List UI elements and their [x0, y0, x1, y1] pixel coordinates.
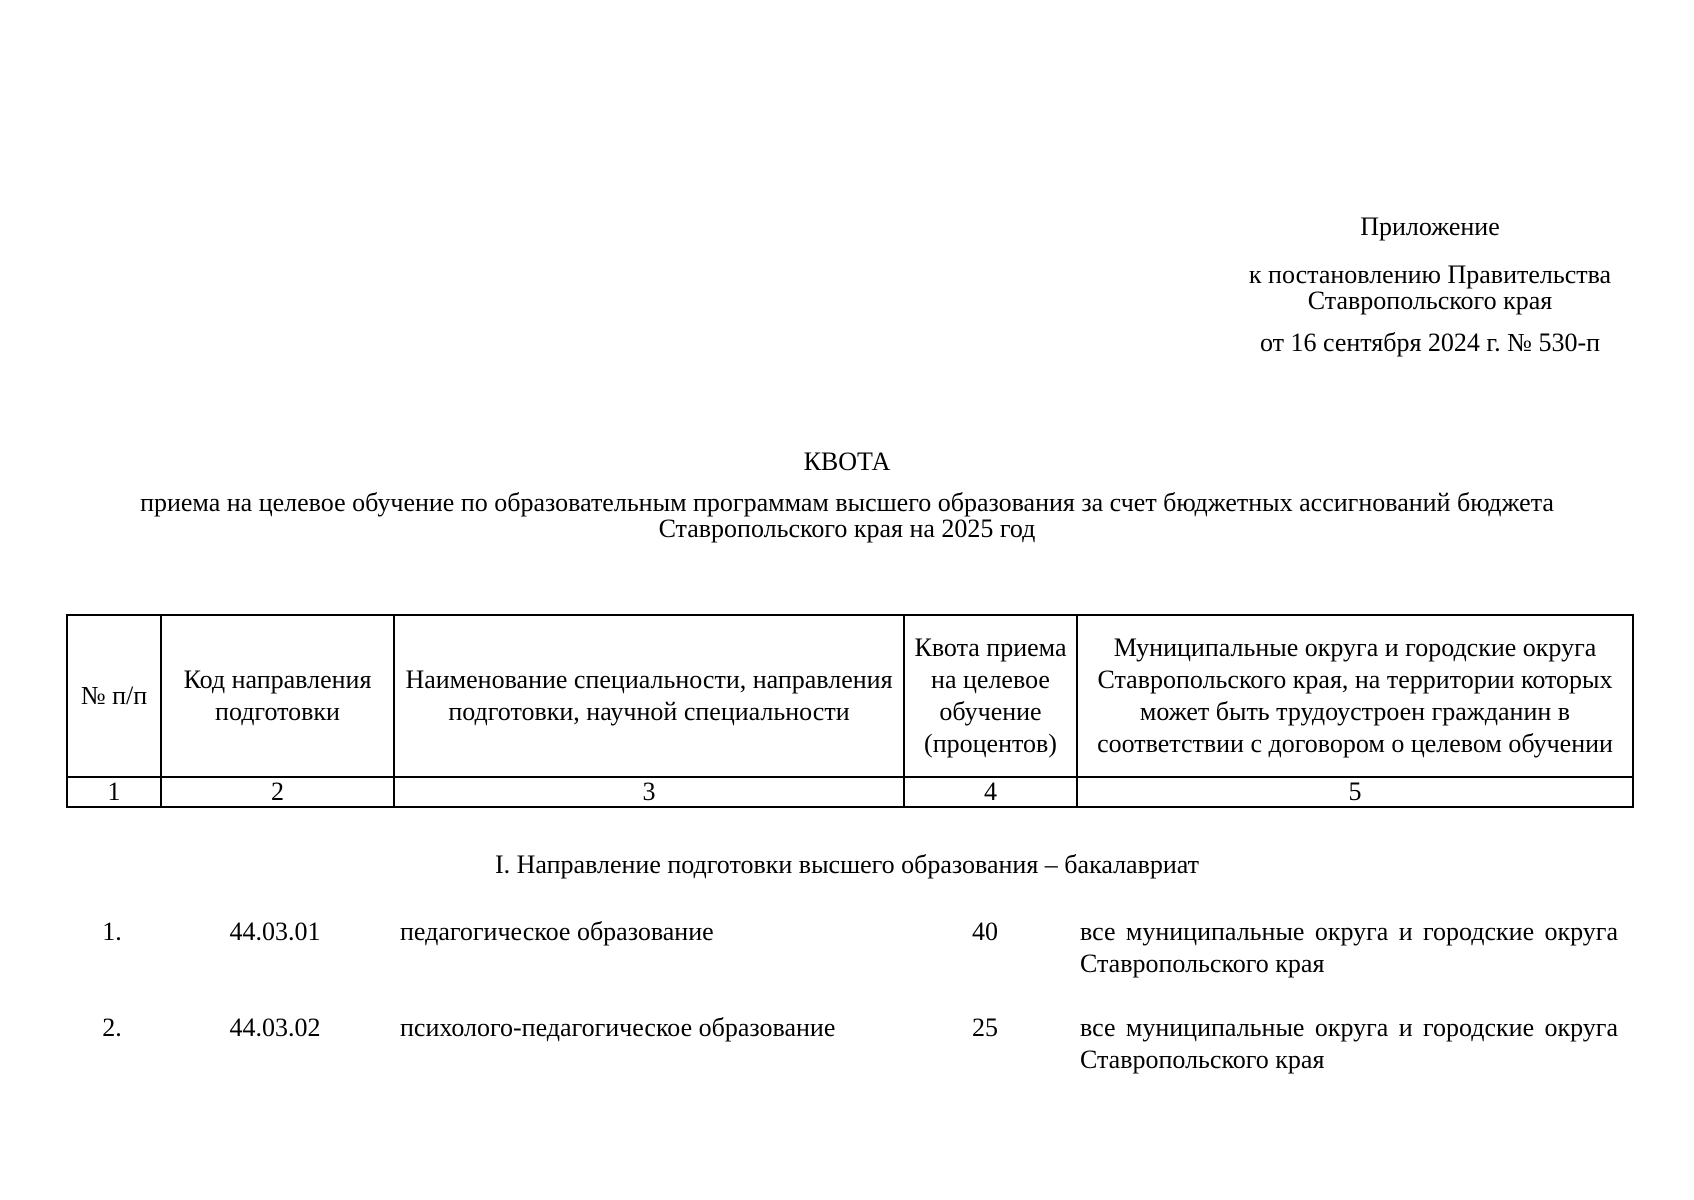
column-number-1: 1: [67, 777, 161, 807]
column-number-2: 2: [161, 777, 394, 807]
column-number-4: 4: [904, 777, 1077, 807]
column-number-3: 3: [394, 777, 904, 807]
row-quota: 25: [972, 1013, 998, 1042]
row-code: 44.03.01: [229, 917, 321, 946]
appendix-reference: к постановлению Правительства Ставропольского края: [1248, 260, 1612, 315]
row-name: психолого-педагогическое образование: [400, 1013, 836, 1042]
appendix-date: от 16 сентября 2024 г. № 530-п: [1259, 328, 1601, 357]
table-column-numbers-row: [67, 777, 1633, 807]
section-title: I. Направление подготовки высшего образования – бакалавриат: [494, 850, 1200, 879]
row-number: 1.: [102, 917, 122, 946]
column-number-5: 5: [1077, 777, 1633, 807]
row-districts: все муниципальные округа и городские округа Ставропольского края: [1080, 1013, 1618, 1074]
header-number: № п/п: [67, 615, 161, 777]
row-name: педагогическое образование: [400, 917, 714, 946]
header-districts: Муниципальные округа и городские округа Ставропольского края, на территории которых может быть трудоустроен гражданин в соответствии с договором о целевом обучении: [1077, 615, 1633, 777]
header-code: Код направления подготовки: [161, 615, 394, 777]
row-districts: все муниципальные округа и городские округа Ставропольского края: [1080, 917, 1618, 978]
appendix-label: Приложение: [1360, 212, 1500, 241]
document-subtitle: приема на целевое обучение по образовательным программам высшего образования за счет бюджетных ассигнований бюджета Ставропольского края на 2025 год: [140, 488, 1554, 543]
row-quota: 40: [972, 917, 998, 946]
document-title: КВОТА: [803, 447, 891, 476]
table-header-row: [67, 615, 1633, 777]
row-number: 2.: [102, 1013, 122, 1042]
header-name: Наименование специальности, направления подготовки, научной специальности: [394, 615, 904, 777]
quota-table-header: [66, 614, 1634, 808]
row-code: 44.03.02: [229, 1013, 321, 1042]
header-quota: Квота приема на целевое обучение (процентов): [904, 615, 1077, 777]
